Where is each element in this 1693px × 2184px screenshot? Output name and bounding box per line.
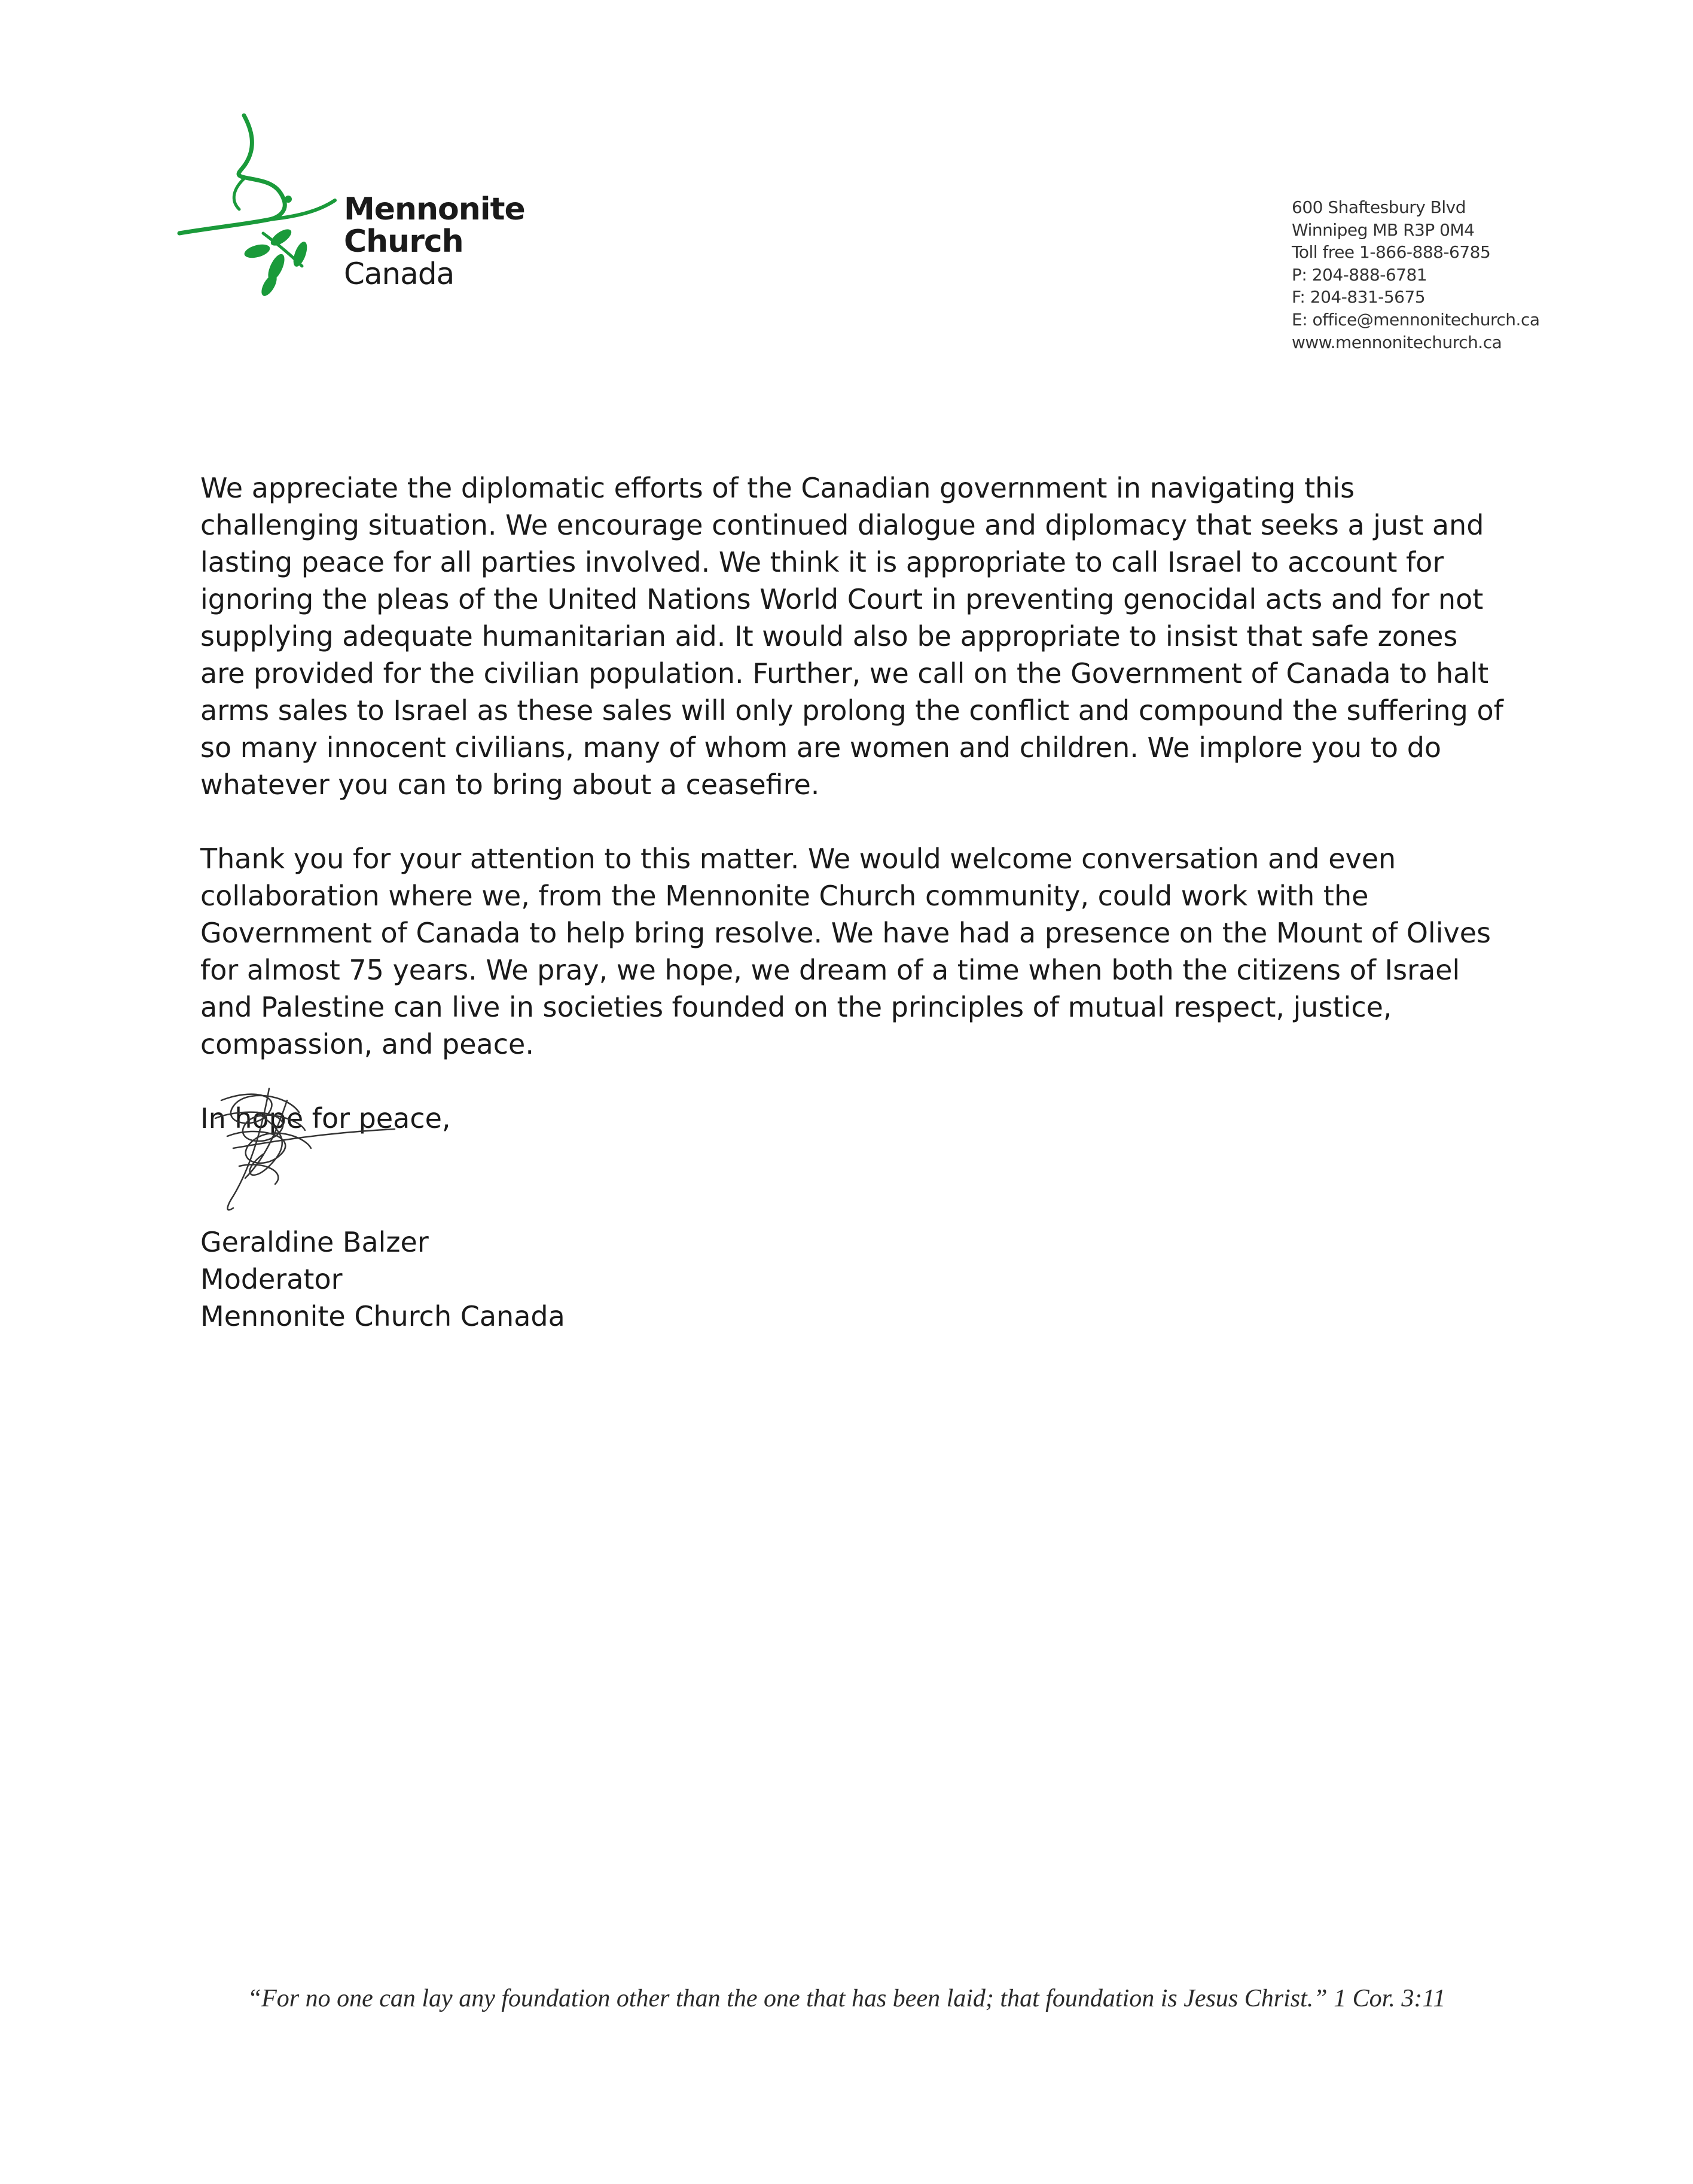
org-name-line2: Church <box>344 224 463 260</box>
dove-olive-branch-icon <box>173 111 347 302</box>
org-name <box>344 193 525 290</box>
letter-paragraph: Thank you for your attention to this matter. We would welcome conversation and even collaboration where we, from the Mennonite Church community, could work with the Government of Canada to help bring resolve. We have had a presence on the Mount of Olives for almost 75 years. We pray, we hope, we dream of a time when both the citizens of Israel and Palestine can live in societies founded on the principles of mutual respect, justice, compassion, and peace. <box>200 843 1491 1060</box>
signature-block <box>200 1224 565 1335</box>
address-phone: P: 204-888-6781 <box>1292 264 1427 285</box>
org-name-line1: Mennonite <box>344 191 525 227</box>
address-fax: F: 204-831-5675 <box>1292 287 1426 307</box>
letter-paragraph: We appreciate the diplomatic efforts of the Canadian government in navigating this challenging situation. We encourage continued dialogue and diplomacy that seeks a just and lasting peace for all parties involved. We think it is appropriate to call Israel to account for ignoring the pleas of the United Nations World Court in preventing genocidal acts and for not supplying adequate humanitarian aid. It would also be appropriate to insist that safe zones are provided for the civilian population. Further, we call on the Government of Canada to halt arms sales to Israel as these sales will only prolong the conflict and compound the suffering of so many innocent civilians, many of whom are women and children. We implore you to do whatever you can to bring about a ceasefire. <box>200 472 1503 801</box>
address-tollfree: Toll free 1-866-888-6785 <box>1292 242 1491 263</box>
signer-title: Moderator <box>200 1263 343 1295</box>
address-website: www.mennonitechurch.ca <box>1292 332 1502 352</box>
address-email: E: office@mennonitechurch.ca <box>1292 309 1540 330</box>
address-city: Winnipeg MB R3P 0M4 <box>1292 219 1475 240</box>
letter-closing: In hope for peace, <box>200 1102 451 1134</box>
letterhead-logo <box>173 111 525 302</box>
handwritten-signature <box>197 1076 401 1220</box>
signer-name: Geraldine Balzer <box>200 1226 429 1258</box>
letter-body <box>200 469 1504 1174</box>
footer-quote: “For no one can lay any foundation other than the one that has been laid; that foundation is Jesus Christ.” 1 Cor. 3:11 <box>247 1985 1446 2012</box>
address-street: 600 Shaftesbury Blvd <box>1292 197 1466 217</box>
signer-org: Mennonite Church Canada <box>200 1300 565 1332</box>
address-block <box>1292 196 1540 353</box>
org-name-line3: Canada <box>344 257 454 291</box>
